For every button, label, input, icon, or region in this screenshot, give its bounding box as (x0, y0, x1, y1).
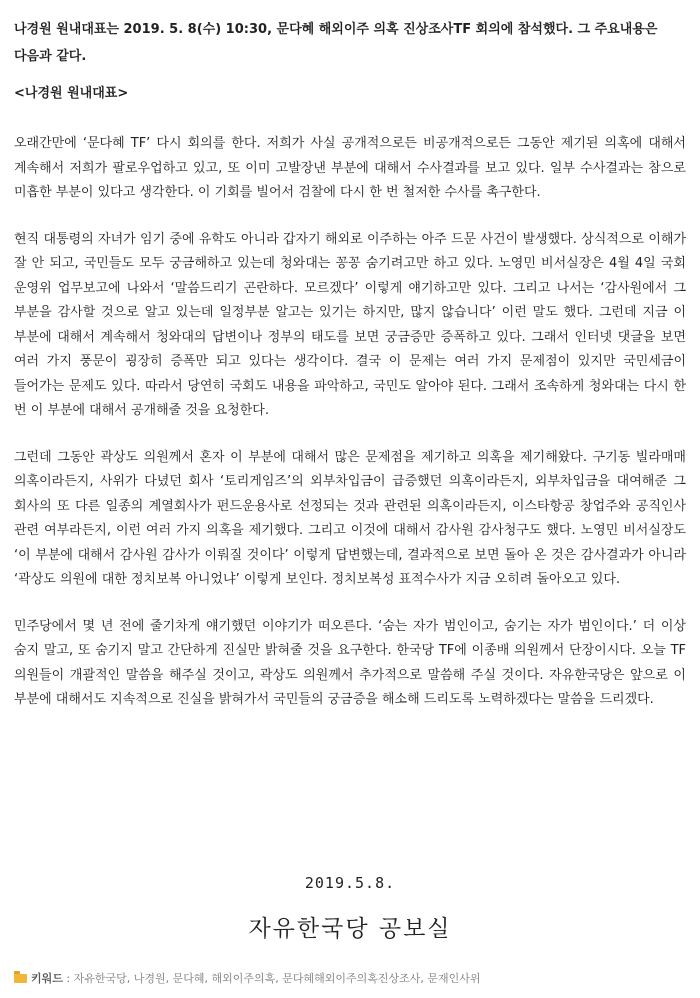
keywords-list[interactable]: 자유한국당, 나경원, 문다혜, 해외이주의혹, 문다혜해외이주의혹진상조사, 문재인사위 (73, 972, 481, 985)
signature-organization: 자유한국당 공보실 (248, 916, 452, 942)
paragraph-1: 오래간만에 ‘문다혜 TF’ 다시 회의를 한다. 저희가 사실 공개적으로든 비공개적으로든 그동안 제기된 의혹에 대해서 계속해서 저희가 팔로우업하고 있고, 또 이미 고발장낸 부분에 대해서 수사결과를 보고 있다. 일부 수사결과는 참으로 미흡한 부분이 있다고 생각한다. 이 기회를 빌어서 검찰에 다시 한 번 철저한 수사를 촉구한다. (14, 136, 686, 200)
keywords-label: 키워드 (31, 972, 63, 985)
intro-summary: 나경원 원내대표는 2019. 5. 8(수) 10:30, 문다혜 해외이주 의혹 진상조사TF 회의에 참석했다. 그 주요내용은 다음과 같다. (14, 22, 658, 64)
paragraph-3: 그런데 그동안 곽상도 의원께서 혼자 이 부분에 대해서 많은 문제점을 제기하고 의혹을 제기해왔다. 구기동 빌라매매 의혹이라든지, 사위가 다녔던 회사 ‘토리게임즈’의 외부차입금이 급증했던 의혹이라든지, 외부차입금을 대여해준 그 회사의 또 다른 일종의 계열회사가 펀드운용사로 선정되는 것과 관련된 의혹이라든지, 이스타항공 창업주와 공직인사 관련 여부라든지, 이런 여러 가지 의혹을 제기했다. 그리고 이것에 대해서 감사원 감사청구도 했다. 노영민 비서실장도 ‘이 부분에 대해서 감사원 감사가 이뤄질 것이다’ 이렇게 답변했는데, 결과적으로 보면 돌아 온 것은 감사결과가 아니라 ‘곽상도 의원에 대한 정치보복 아니었냐’ 이렇게 보인다. 정치보복성 표적수사가 지금 오히려 돌아오고 있다. (14, 449, 686, 587)
keywords-separator: : (62, 972, 74, 985)
speaker-heading: <나경원 원내대표> (14, 86, 129, 101)
keywords-line (14, 970, 480, 986)
signature-date: 2019.5.8. (304, 874, 396, 892)
folder-icon (14, 974, 27, 983)
press-release (14, 0, 686, 713)
paragraph-2: 현직 대통령의 자녀가 임기 중에 유학도 아니라 갑자기 해외로 이주하는 아주 드문 사건이 발생했다. 상식적으로 이해가 잘 안 되고, 국민들도 모두 궁금해하고 있는데 청와대는 꽁꽁 숨기려고만 하고 있다. 노영민 비서실장은 4월 4일 국회 운영위 업무보고에 나와서 ‘말씀드리기 곤란하다. 모르겠다’ 이렇게 얘기하고만 있다. 그리고 나서는 ‘감사원에서 그 부분을 감사할 것으로 알고 있는데 일정부분 알고는 있기는 하지만, 많지 않습니다’ 이런 말도 했다. 그런데 지금 이 부분에 대해서 계속해서 청와대의 답변이나 정부의 태도를 보면 궁금증만 증폭하고 있다. 그래서 인터넷 댓글을 보면 여러 가지 풍문이 굉장히 증폭만 되고 있다는 생각이다. 결국 이 문제는 여러 가지 문제점이 있지만 국민세금이 들어가는 문제도 있다. 따라서 당연히 국회도 내용을 파악하고, 국민도 알아야 된다. 그래서 조속하게 청와대는 다시 한 번 이 부분에 대해서 공개해줄 것을 요청한다. (14, 231, 686, 418)
paragraph-4: 민주당에서 몇 년 전에 줄기차게 얘기했던 이야기가 떠오른다. ‘숨는 자가 범인이고, 숨기는 자가 범인이다.’ 더 이상 숨지 말고, 또 숨기지 말고 간단하게 진실만 밝혀줄 것을 요구한다. 한국당 TF에 이종배 의원께서 단장이시다. 오늘 TF 의원들이 개괄적인 말씀을 해주실 것이고, 곽상도 의원께서 추가적으로 말씀해 주실 것이다. 자유한국당은 앞으로 이 부분에 대해서도 지속적으로 진실을 밝혀가서 국민들의 궁금증을 해소해 드리도록 노력하겠다는 말씀을 드리겠다. (14, 618, 686, 707)
